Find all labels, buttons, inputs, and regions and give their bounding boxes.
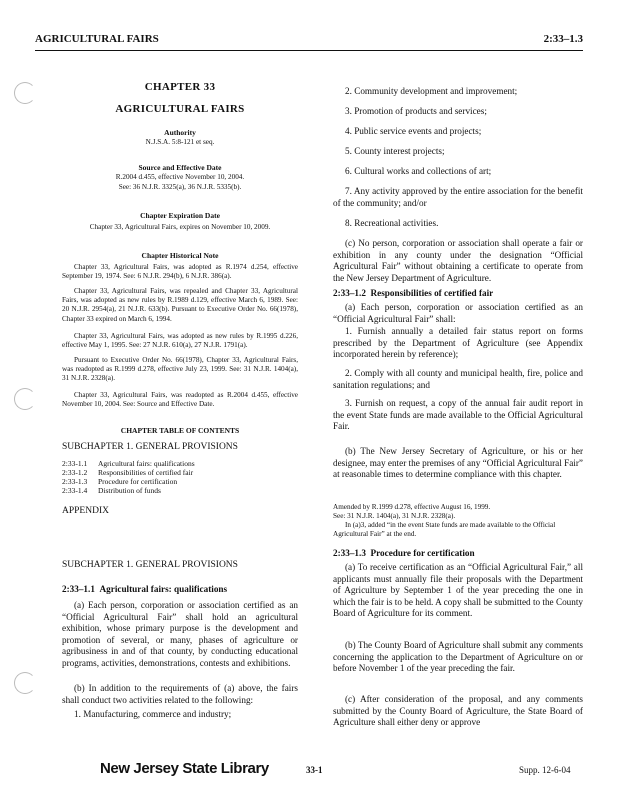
paragraph: 3. Furnish on request, a copy of the annual fair audit report in the event State funds are made available to the Official Agricultural Fair. bbox=[333, 398, 583, 432]
history-note: Pursuant to Executive Order No. 66(1978), Chapter 33, Agricultural Fairs, was readopted as R.1999 d.278, effective July 23, 1999. See: 31 N.J.R. 1404(a), 31 N.J.R. 2328(a). bbox=[62, 356, 298, 383]
toc-number: 2:33-1.4 bbox=[62, 486, 88, 495]
paragraph: (b) In addition to the requirements of (a) above, the fairs shall conduct two activities related to the following: bbox=[62, 683, 298, 705]
list-item: 8. Recreational activities. bbox=[345, 218, 439, 228]
amendment-note: Amended by R.1999 d.278, effective August 16, 1999. bbox=[333, 503, 491, 511]
section-heading bbox=[62, 584, 298, 596]
binder-hole bbox=[14, 672, 36, 694]
chapter-number: CHAPTER 33 bbox=[144, 81, 216, 93]
binder-hole bbox=[14, 82, 36, 104]
source-heading: Source and Effective Date bbox=[138, 163, 222, 172]
list-item: 6. Cultural works and collections of art; bbox=[345, 166, 492, 176]
paragraph: (c) No person, corporation or association shall operate a fair or exhibition in any county under the designation “Official Agricultural Fair” without obtaining a certificate to operate from the New Jersey Department of Agriculture. bbox=[333, 238, 583, 283]
toc-number: 2:33-1.2 bbox=[62, 468, 88, 477]
history-note: Chapter 33, Agricultural Fairs, was adopted as new rules by R.1995 d.226, effective May 1, 1995. See: 27 N.J.R. 610(a), 27 N.J.R. 1791(a). bbox=[62, 332, 298, 350]
authority-heading: Authority bbox=[164, 128, 196, 137]
paragraph: 1. Furnish annually a detailed fair status report on forms prescribed by the Department of Agriculture (see Appendix incorporated herein by reference); bbox=[333, 326, 583, 360]
list-item: 1. Manufacturing, commerce and industry; bbox=[74, 709, 232, 719]
section-heading bbox=[333, 288, 583, 300]
toc-number: 2:33-1.3 bbox=[62, 477, 88, 486]
supplement-date: Supp. 12-6-04 bbox=[519, 765, 571, 775]
toc-subchapter: SUBCHAPTER 1. GENERAL PROVISIONS bbox=[62, 442, 238, 452]
toc-title: Procedure for certification bbox=[98, 477, 178, 486]
toc-title: Agricultural fairs: qualifications bbox=[98, 459, 195, 468]
section-title: Agricultural fairs: qualifications bbox=[99, 584, 228, 594]
subchapter-heading: SUBCHAPTER 1. GENERAL PROVISIONS bbox=[62, 560, 238, 570]
library-stamp: New Jersey State Library bbox=[100, 760, 269, 777]
history-note: Chapter 33, Agricultural Fairs, was adopted as R.1974 d.254, effective September 19, 1974. See: 6 N.J.R. 294(b), 6 N.J.R. 386(a). bbox=[62, 263, 298, 281]
list-item: 2. Community development and improvement; bbox=[345, 86, 518, 96]
binder-hole bbox=[14, 388, 36, 410]
expiration-text: Chapter 33, Agricultural Fairs, expires on November 10, 2009. bbox=[89, 223, 271, 231]
paragraph: (a) Each person, corporation or association certified as an “Official Agricultural Fair” shall: bbox=[333, 302, 583, 324]
toc-heading: CHAPTER TABLE OF CONTENTS bbox=[120, 426, 240, 435]
expiration-heading: Chapter Expiration Date bbox=[140, 211, 220, 220]
paragraph: (a) To receive certification as an “Official Agricultural Fair,” all applicants must annually file their proposals with the Department of Agriculture by September 1 of the year preceding the one in which the fair is to be held. A copy shall be submitted to the County Board of Agriculture for its comment. bbox=[333, 562, 583, 619]
chapter-title: AGRICULTURAL FAIRS bbox=[115, 103, 245, 115]
paragraph: (a) Each person, corporation or association certified as an “Official Agricultural Fair” shall hold an agricultural exhibition, whose primary purpose is the development and promotion of several, or many, phases of agriculture or agribusiness in and of that county, by conducting educational programs, activities, demonstrations, contests and exhibitions. bbox=[62, 600, 298, 668]
list-item: 7. Any activity approved by the entire association for the benefit of the community; and/or bbox=[333, 186, 583, 208]
history-note: Chapter 33, Agricultural Fairs, was readopted as R.2004 d.455, effective November 10, 2004. See: Source and Effective Date. bbox=[62, 391, 298, 409]
amendment-note: See: 31 N.J.R. 1404(a), 31 N.J.R. 2328(a). bbox=[333, 512, 456, 520]
section-title: Responsibilities of certified fair bbox=[370, 288, 494, 298]
left-column bbox=[62, 0, 298, 760]
toc-entry[interactable] bbox=[62, 485, 161, 497]
right-column bbox=[333, 0, 583, 760]
toc-title: Responsibilities of certified fair bbox=[98, 468, 194, 477]
header-section-number: 2:33–1.3 bbox=[543, 33, 583, 45]
source-line: See: 36 N.J.R. 3325(a), 36 N.J.R. 5335(b). bbox=[118, 183, 242, 191]
history-note: Chapter 33, Agricultural Fairs, was repealed and Chapter 33, Agricultural Fairs, was adopted as new rules by R.1989 d.129, effective March 6, 1989. See: 20 N.J.R. 2954(a), 21 N.J.R. 633(b). Pursuant to Executive Order No. 66(1978), Chapter 33 expired on March 6, 1994. bbox=[62, 287, 298, 323]
list-item: 3. Promotion of products and services; bbox=[345, 106, 487, 116]
paragraph: 2. Comply with all county and municipal health, fire, police and sanitation regulations; and bbox=[333, 368, 583, 390]
toc-number: 2:33-1.1 bbox=[62, 459, 88, 468]
page-number: 33-1 bbox=[306, 765, 323, 775]
toc-appendix[interactable]: APPENDIX bbox=[62, 506, 109, 516]
list-item: 4. Public service events and projects; bbox=[345, 126, 482, 136]
toc-title: Distribution of funds bbox=[98, 486, 161, 495]
source-line: R.2004 d.455, effective November 10, 2004. bbox=[115, 173, 245, 181]
section-title: Procedure for certification bbox=[370, 548, 475, 558]
header-title: AGRICULTURAL FAIRS bbox=[35, 33, 159, 45]
authority-text: N.J.S.A. 5:8-121 et seq. bbox=[145, 138, 215, 146]
amendment-note: In (a)3, added “in the event State funds are made available to the Official Agricultural Fair” at the end. bbox=[333, 521, 556, 539]
paragraph: (c) After consideration of the proposal, and any comments submitted by the County Board of Agriculture, the State Board of Agriculture shall either deny or approve bbox=[333, 694, 583, 728]
history-heading: Chapter Historical Note bbox=[141, 251, 219, 260]
list-item: 5. County interest projects; bbox=[345, 146, 445, 156]
section-heading bbox=[333, 548, 583, 560]
section-number: 2:33–1.2 bbox=[333, 288, 366, 298]
section-number: 2:33–1.3 bbox=[333, 548, 366, 558]
paragraph: (b) The County Board of Agriculture shall submit any comments concerning the application to the Department of Agriculture on or before November 1 of the year preceding the fair. bbox=[333, 640, 583, 674]
section-number: 2:33–1.1 bbox=[62, 584, 95, 594]
paragraph: (b) The New Jersey Secretary of Agriculture, or his or her designee, may enter the premises of any “Official Agricultural Fair” at reasonable times to determine compliance with this chapter. bbox=[333, 446, 583, 480]
